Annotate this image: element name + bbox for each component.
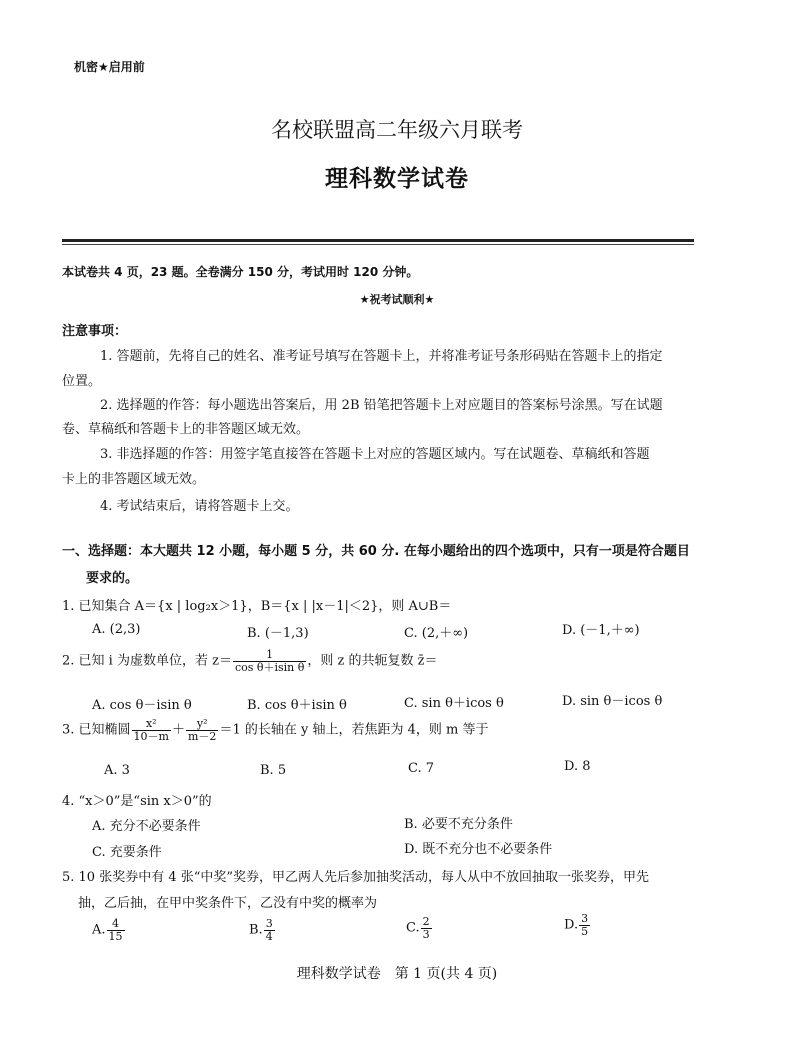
fraction-numerator: y² [186,718,218,731]
fraction-denominator: 5 [581,924,589,938]
question-2-option-c: C. sin θ＋icos θ [404,696,504,711]
page-footer: 理科数学试卷 第 1 页(共 4 页) [296,966,498,982]
question-5-option-b [249,918,276,942]
question-2-stem-post: ，则 z 的共轭复数 z̄＝ [307,653,438,669]
question-1-option-b: B. (－1,3) [247,626,309,641]
question-1-option-a: A. (2,3) [92,622,141,637]
fraction-numerator: 2 [422,915,430,928]
question-3-fraction-y [186,718,218,742]
question-1-option-c: C. (2,＋∞) [404,626,469,641]
question-3-option-b: B. 5 [260,763,287,778]
question-2-option-a: A. cos θ－isin θ [92,698,192,713]
fraction-denominator: 10－m [133,729,169,743]
notice-heading: 注意事项： [62,324,128,339]
option-fraction [107,918,125,942]
question-3-stem [62,718,488,742]
fraction-denominator: m－2 [188,729,217,743]
question-2-stem-pre: 2. 已知 i 为虚数单位，若 z＝ [62,653,232,669]
question-5-stem: 5. 10 张奖券中有 4 张“中奖”奖券，甲乙两人先后参加抽奖活动，每人从中不放回抽取一张奖券，甲先 [62,870,650,885]
question-4-option-b: B. 必要不充分条件 [404,817,513,832]
question-2-option-b: B. cos θ＋isin θ [247,698,347,713]
fraction-numerator: 4 [107,918,125,931]
option-label: A. [92,922,106,938]
question-5-option-a [92,918,126,942]
question-5-option-c [406,916,433,940]
notice-item-2: 2. 选择题的作答：每小题选出答案后，用 2B 铅笔把答题卡上对应题目的答案标号涂黑。写在试题 [100,398,663,413]
question-3-option-d: D. 8 [564,759,591,774]
option-label: B. [249,922,263,938]
fraction-denominator: 15 [108,929,123,943]
notice-item-4: 4. 考试结束后，请将答题卡上交。 [100,499,299,514]
question-3-fraction-x [132,718,171,742]
exam-info: 本试卷共 4 页，23 题。全卷满分 150 分，考试用时 120 分钟。 [62,265,419,279]
question-3-option-a: A. 3 [104,763,130,778]
option-fraction [579,913,590,937]
notice-item-1-cont: 位置。 [62,374,102,389]
confidential-label: 机密★启用前 [74,60,145,74]
header-rule-thick [62,239,694,242]
fraction-denominator: 4 [265,929,273,943]
option-fraction [264,918,275,942]
plus-sign: ＋ [171,722,185,738]
question-4-stem: 4. “x＞0”是“sin x＞0”的 [62,794,212,809]
question-1-option-d: D. (－1,＋∞) [562,623,640,638]
question-5-stem-cont: 抽，乙后抽，在甲中奖条件下，乙没有中奖的概率为 [78,896,378,911]
fraction-denominator: cos θ＋isin θ [234,660,305,674]
question-4-option-d: D. 既不充分也不必要条件 [404,842,553,857]
section-heading: 一、选择题：本大题共 12 小题，每小题 5 分，共 60 分. 在每小题给出的四个选项中，只有一项是符合题目 [62,544,690,559]
fraction-numerator: 3 [581,912,589,925]
blessing: ★祝考试顺利★ [359,293,435,306]
question-4-option-a: A. 充分不必要条件 [92,819,201,834]
question-2-stem [62,649,438,673]
question-3-option-c: C. 7 [408,761,435,776]
question-1-stem: 1. 已知集合 A＝{x | log₂x＞1}，B＝{x | |x－1|＜2}，则 A∪B＝ [62,599,452,614]
notice-item-2-cont: 卷、草稿纸和答题卡上的非答题区域无效。 [62,422,310,437]
exam-title: 名校联盟高二年级六月联考 [271,118,523,142]
question-4-option-c: C. 充要条件 [92,845,162,860]
notice-item-3-cont: 卡上的非答题区域无效。 [62,472,206,487]
question-5-option-d [564,913,591,937]
option-label: C. [406,920,420,936]
option-label: D. [564,917,579,933]
fraction-numerator: x² [132,718,171,731]
question-2-fraction [233,649,306,673]
fraction-denominator: 3 [422,927,430,941]
section-heading-cont: 要求的。 [86,571,139,586]
question-3-stem-post: ＝1 的长轴在 y 轴上，若焦距为 4，则 m 等于 [219,722,489,738]
notice-item-3: 3. 非选择题的作答：用签字笔直接答在答题卡上对应的答题区域内。写在试题卷、草稿纸和答题 [100,447,650,462]
fraction-numerator: 1 [233,649,306,662]
notice-item-1: 1. 答题前，先将自己的姓名、准考证号填写在答题卡上，并将准考证号条形码贴在答题卡上的指定 [100,349,663,364]
exam-subtitle: 理科数学试卷 [325,166,469,192]
fraction-numerator: 3 [265,917,273,930]
question-3-stem-pre: 3. 已知椭圆 [62,722,131,738]
header-rule-thin [62,244,694,245]
option-fraction [421,916,432,940]
question-2-option-d: D. sin θ－icos θ [562,694,663,709]
